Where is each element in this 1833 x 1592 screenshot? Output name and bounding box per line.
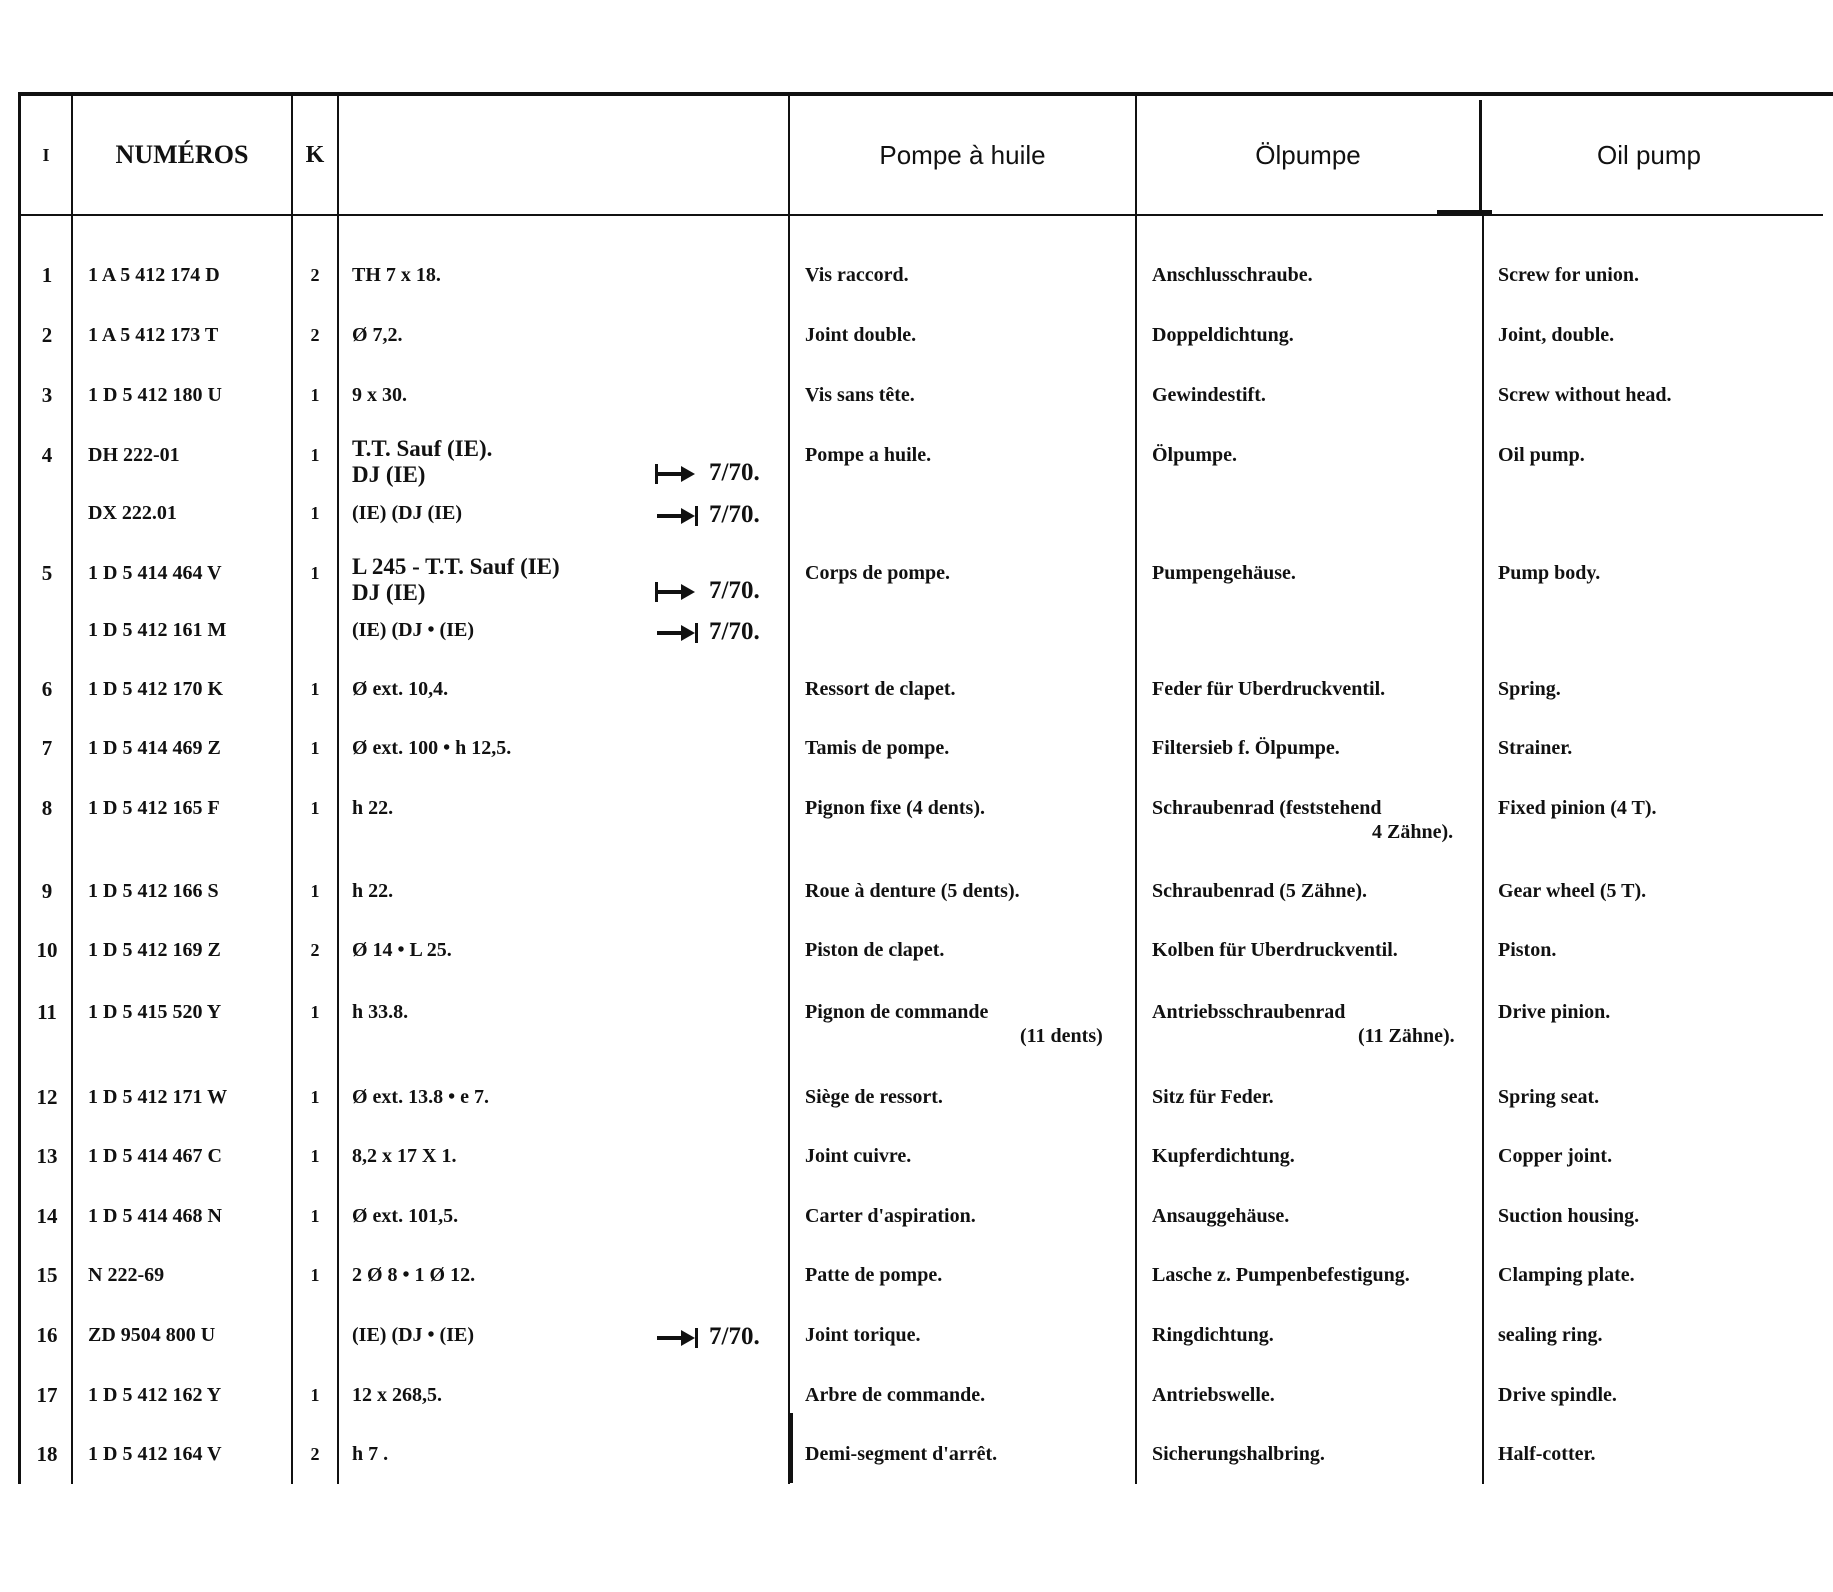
quantity: 1 [310,563,320,583]
part-description: (IE) (DJ • (IE) [352,1324,474,1346]
german-name: Feder für Uberdruckventil. [1152,678,1386,700]
part-description: L 245 - T.T. Sauf (IE) [352,554,560,579]
english-name: sealing ring. [1498,1324,1603,1346]
header-numbers: NUMÉROS [115,140,249,169]
part-description: h 7 . [352,1443,389,1465]
english-name: Half-cotter. [1498,1443,1596,1465]
french-name: Vis sans tête. [805,384,915,406]
english-name: Oil pump. [1498,444,1585,466]
quantity: 1 [310,445,320,465]
row-index: 14 [36,1204,58,1228]
row-index: 13 [36,1144,58,1168]
part-number: 1 D 5 414 467 C [88,1145,222,1167]
quantity: 1 [310,385,320,405]
col-divider-bottom-mark [790,1413,793,1483]
german-name: Doppeldichtung. [1152,324,1294,346]
part-number: 1 D 5 412 180 U [88,384,222,406]
col-divider-numbers [291,92,293,1484]
french-name: Patte de pompe. [805,1264,943,1286]
english-name: Joint, double. [1498,324,1615,346]
part-number: 1 D 5 412 164 V [88,1443,222,1465]
part-number: N 222-69 [88,1264,165,1286]
part-number: 1 D 5 412 169 Z [88,939,221,961]
quantity: 2 [310,1444,320,1464]
french-name: Roue à denture (5 dents). [805,880,1020,902]
quantity: 1 [310,1206,320,1226]
german-name: Ansauggehäuse. [1152,1205,1290,1227]
row-index: 16 [36,1323,58,1347]
french-name: Piston de clapet. [805,939,945,961]
part-number: 1 D 5 412 171 W [88,1086,228,1108]
part-description: T.T. Sauf (IE). [352,436,493,461]
header-german-title: Ölpumpe [1255,139,1361,170]
header-english-title: Oil pump [1596,139,1702,170]
english-name: Clamping plate. [1498,1264,1635,1286]
french-name: Joint cuivre. [805,1145,912,1167]
part-number: ZD 9504 800 U [88,1324,216,1346]
german-name: Pumpengehäuse. [1152,562,1296,584]
part-description: 9 x 30. [352,384,407,406]
part-description: Ø ext. 100 • h 12,5. [352,737,512,759]
english-name: Screw without head. [1498,384,1672,406]
col-divider-de-top [1479,100,1482,210]
french-name: Ressort de clapet. [805,678,956,700]
date-change-value: 7/70. [709,459,760,486]
row-index: 6 [41,677,53,701]
part-description: Ø 7,2. [352,324,403,346]
row-index: 9 [41,879,53,903]
german-name: Antriebswelle. [1152,1384,1275,1406]
english-name: Copper joint. [1498,1145,1613,1167]
french-name: Tamis de pompe. [805,737,950,759]
date-change-note [655,1324,775,1350]
german-name: Kupferdichtung. [1152,1145,1295,1167]
from-date-arrow-icon [655,582,699,602]
header-index: I [42,144,50,165]
german-name: Anschlusschraube. [1152,264,1313,286]
german-name: Filtersieb f. Ölpumpe. [1152,737,1340,759]
until-date-arrow-icon [655,623,699,643]
part-number: 1 D 5 412 162 Y [88,1384,222,1406]
part-number: 1 D 5 412 161 M [88,619,227,641]
col-divider-de [1482,214,1484,1484]
part-description: (IE) (DJ (IE) [352,502,462,524]
from-date-arrow-icon [655,464,699,484]
date-change-note [655,460,775,486]
row-index: 12 [36,1085,58,1109]
french-name: Pignon fixe (4 dents). [805,797,985,819]
english-name: Drive pinion. [1498,1001,1611,1023]
english-name: Fixed pinion (4 T). [1498,797,1657,819]
quantity: 1 [310,881,320,901]
until-date-arrow-icon [655,506,699,526]
part-number: 1 D 5 412 170 K [88,678,223,700]
quantity: 1 [310,503,320,523]
part-description: Ø 14 • L 25. [352,939,452,961]
french-name: Joint torique. [805,1324,921,1346]
english-name: Piston. [1498,939,1557,961]
quantity: 1 [310,738,320,758]
part-number: 1 A 5 412 173 T [88,324,219,346]
row-index: 10 [36,938,58,962]
english-name: Gear wheel (5 T). [1498,880,1647,902]
french-name: Siège de ressort. [805,1086,943,1108]
german-name: Ölpumpe. [1152,444,1238,466]
french-name: Pompe a huile. [805,444,932,466]
english-name: Suction housing. [1498,1205,1640,1227]
german-name: Antriebsschraubenrad [1152,1001,1346,1023]
row-index: 2 [41,323,53,347]
part-description: 2 Ø 8 • 1 Ø 12. [352,1264,476,1286]
until-date-arrow-icon [655,1328,699,1348]
col-divider-fr [1135,92,1137,1484]
part-number: DH 222-01 [88,444,180,466]
date-change-value: 7/70. [709,1323,760,1350]
french-name: Joint double. [805,324,917,346]
german-name: Gewindestift. [1152,384,1266,406]
row-index: 1 [41,263,53,287]
german-name: Schraubenrad (feststehend [1152,797,1382,819]
german-name: Sicherungshalbring. [1152,1443,1325,1465]
german-name: Ringdichtung. [1152,1324,1274,1346]
date-change-value: 7/70. [709,577,760,604]
row-index: 11 [37,1000,57,1024]
quantity: 1 [310,798,320,818]
part-number: 1 D 5 412 166 S [88,880,219,902]
col-divider-qty [337,92,339,1484]
quantity: 1 [310,1265,320,1285]
french-name: Demi-segment d'arrêt. [805,1443,998,1465]
part-description: h 33.8. [352,1001,409,1023]
english-name: Spring. [1498,678,1561,700]
part-description: TH 7 x 18. [352,264,441,286]
german-name-line2: (11 Zähne). [1358,1025,1455,1047]
french-name: Pignon de commande [805,1001,989,1023]
col-divider-desc [788,92,790,1484]
part-number: 1 A 5 412 174 D [88,264,220,286]
part-number: 1 D 5 412 165 F [88,797,220,819]
part-description: (IE) (DJ • (IE) [352,619,474,641]
part-description: 8,2 x 17 X 1. [352,1145,457,1167]
quantity: 1 [310,1087,320,1107]
header-qty: K [305,141,325,168]
date-change-note [655,502,775,528]
part-number: 1 D 5 415 520 Y [88,1001,222,1023]
french-name: Carter d'aspiration. [805,1205,976,1227]
german-name: Sitz für Feder. [1152,1086,1274,1108]
quantity: 1 [310,1146,320,1166]
quantity: 2 [310,940,320,960]
german-name-line2: 4 Zähne). [1372,821,1454,843]
part-number: 1 D 5 414 469 Z [88,737,221,759]
row-index: 15 [36,1263,58,1287]
part-description: Ø ext. 13.8 • e 7. [352,1086,489,1108]
quantity: 2 [310,265,320,285]
quantity: 1 [310,1385,320,1405]
row-index: 7 [41,736,53,760]
part-description: h 22. [352,797,394,819]
german-name: Kolben für Uberdruckventil. [1152,939,1398,961]
part-description: Ø ext. 10,4. [352,678,449,700]
english-name: Spring seat. [1498,1086,1600,1108]
header-french-title: Pompe à huile [879,139,1046,170]
row-index: 4 [41,443,53,467]
english-name: Drive spindle. [1498,1384,1617,1406]
part-description: Ø ext. 101,5. [352,1205,459,1227]
row-index: 8 [41,796,53,820]
part-description-line2: DJ (IE) [352,462,426,487]
french-name: Vis raccord. [805,264,909,286]
date-change-note [655,578,775,604]
french-name: Arbre de commande. [805,1384,986,1406]
part-number: DX 222.01 [88,502,177,524]
english-name: Pump body. [1498,562,1601,584]
english-name: Screw for union. [1498,264,1639,286]
english-name: Strainer. [1498,737,1573,759]
part-description: 12 x 268,5. [352,1384,442,1406]
german-name: Lasche z. Pumpenbefestigung. [1152,1264,1410,1286]
row-index: 18 [36,1442,58,1466]
part-description-line2: DJ (IE) [352,580,426,605]
german-name: Schraubenrad (5 Zähne). [1152,880,1368,902]
row-index: 17 [36,1383,58,1407]
part-number: 1 D 5 414 464 V [88,562,222,584]
french-name-line2: (11 dents) [1020,1025,1103,1047]
row-index: 5 [41,561,53,585]
quantity: 2 [310,325,320,345]
date-change-note [655,619,775,645]
date-change-value: 7/70. [709,501,760,528]
part-number: 1 D 5 414 468 N [88,1205,222,1227]
row-index: 3 [41,383,53,407]
date-change-value: 7/70. [709,618,760,645]
french-name: Corps de pompe. [805,562,951,584]
quantity: 1 [310,679,320,699]
quantity: 1 [310,1002,320,1022]
part-description: h 22. [352,880,394,902]
